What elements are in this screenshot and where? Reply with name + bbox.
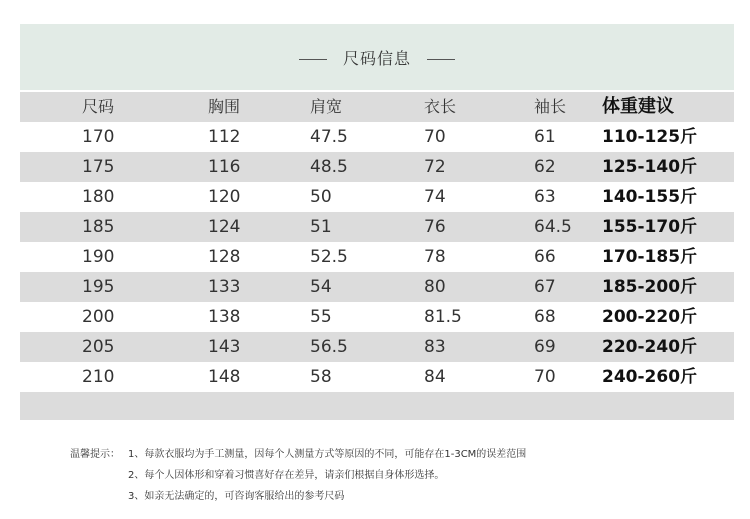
cell-shoulder: 52.5 [310,247,348,267]
cell-shoulder: 48.5 [310,157,348,177]
title-text: 尺码信息 [342,49,411,68]
header-shoulder: 肩宽 [310,97,343,116]
cell-weight: 200-220斤 [602,307,698,327]
cell-size: 195 [82,277,115,297]
cell-size: 210 [82,367,115,387]
tip-line-2 [70,465,526,486]
cell-size: 190 [82,247,115,267]
cell-size: 180 [82,187,115,207]
cell-weight: 170-185斤 [602,247,698,267]
cell-chest: 124 [208,217,241,237]
table-row [20,212,734,242]
table-row [20,272,734,302]
tip-text-3: 3、如亲无法确定的，可咨询客服给出的参考尺码 [128,491,345,502]
cell-shoulder: 54 [310,277,332,297]
size-table [20,92,734,392]
tip-text-1: 1、每款衣服均为手工测量，因每个人测量方式等原因的不同，可能存在1-3CM的误差范围 [128,449,527,460]
cell-chest: 143 [208,337,241,357]
cell-shoulder: 56.5 [310,337,348,357]
cell-shoulder: 58 [310,367,332,387]
cell-weight: 125-140斤 [602,157,698,177]
header-size: 尺码 [82,97,115,116]
cell-size: 170 [82,127,115,147]
cell-length: 76 [424,217,446,237]
cell-length: 80 [424,277,446,297]
cell-weight: 185-200斤 [602,277,698,297]
cell-chest: 148 [208,367,241,387]
cell-length: 70 [424,127,446,147]
cell-size: 200 [82,307,115,327]
cell-length: 78 [424,247,446,267]
cell-shoulder: 50 [310,187,332,207]
cell-weight: 110-125斤 [602,127,698,147]
table-body [20,122,734,392]
table-row [20,152,734,182]
cell-chest: 116 [208,157,241,177]
table-row [20,242,734,272]
header-weight: 体重建议 [602,96,674,117]
cell-size: 175 [82,157,115,177]
cell-shoulder: 51 [310,217,332,237]
header-chest: 胸围 [208,97,241,116]
cell-shoulder: 47.5 [310,127,348,147]
cell-sleeve: 67 [534,277,556,297]
cell-length: 74 [424,187,446,207]
cell-sleeve: 66 [534,247,556,267]
cell-chest: 112 [208,127,241,147]
cell-size: 185 [82,217,115,237]
table-row [20,302,734,332]
table-row [20,332,734,362]
tips-section [70,444,526,507]
tip-line-1 [70,444,526,465]
cell-chest: 128 [208,247,241,267]
cell-length: 83 [424,337,446,357]
cell-chest: 133 [208,277,241,297]
cell-weight: 240-260斤 [602,367,698,387]
cell-chest: 138 [208,307,241,327]
cell-sleeve: 70 [534,367,556,387]
cell-weight: 155-170斤 [602,217,698,237]
title-left-dash [299,59,327,60]
cell-weight: 140-155斤 [602,187,698,207]
cell-size: 205 [82,337,115,357]
table-footer-band [20,392,734,420]
table-row [20,182,734,212]
cell-sleeve: 68 [534,307,556,327]
cell-length: 81.5 [424,307,462,327]
table-row [20,362,734,392]
tip-line-3 [70,486,526,507]
cell-sleeve: 61 [534,127,556,147]
tip-text-2: 2、每个人因体形和穿着习惯喜好存在差异，请亲们根据自身体形选择。 [128,470,445,481]
cell-sleeve: 64.5 [534,217,572,237]
cell-length: 84 [424,367,446,387]
cell-sleeve: 63 [534,187,556,207]
table-row [20,122,734,152]
cell-shoulder: 55 [310,307,332,327]
cell-chest: 120 [208,187,241,207]
header-sleeve: 袖长 [534,97,567,116]
cell-length: 72 [424,157,446,177]
title-right-dash [427,59,455,60]
cell-sleeve: 69 [534,337,556,357]
cell-weight: 220-240斤 [602,337,698,357]
table-header-row [20,92,734,122]
tips-label: 温馨提示： [70,449,120,460]
cell-sleeve: 62 [534,157,556,177]
title-band [20,24,734,90]
page-title [20,46,734,69]
header-length: 衣长 [424,97,457,116]
